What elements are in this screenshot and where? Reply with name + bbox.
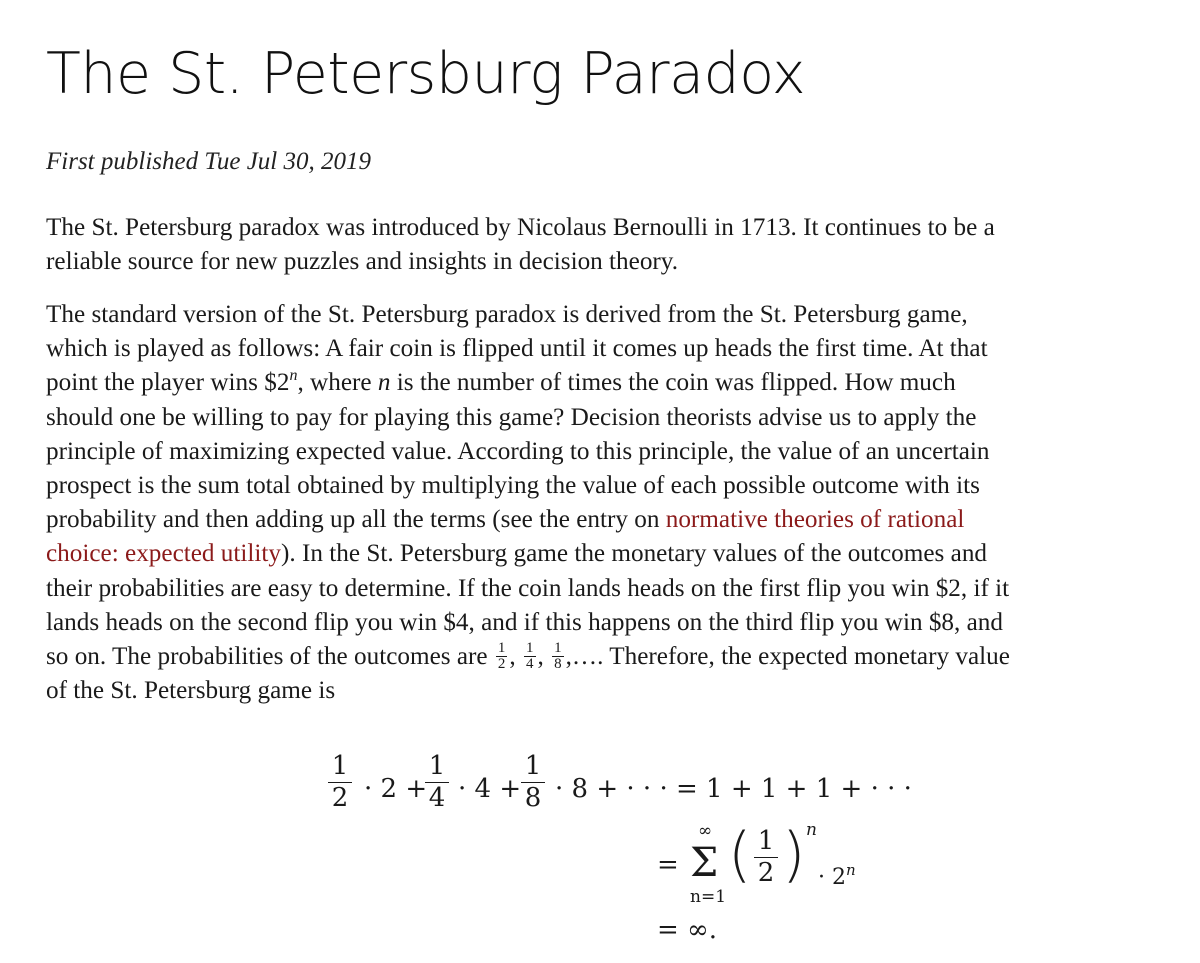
expected-utility-link-part2[interactable]: choice: expected utility: [46, 540, 281, 568]
text-line: prospect is the sum total obtained by multiplying the value of each possible outcome with its: [46, 472, 980, 500]
equation-term: · 4 +: [458, 774, 522, 804]
variable-n: n: [377, 369, 391, 397]
equation-fraction: [520, 751, 546, 814]
superscript-n: n: [289, 367, 298, 385]
text-fragment: probability and then adding up all the terms (see the entry on: [46, 506, 666, 534]
fraction-denominator: 2: [331, 783, 349, 813]
fraction-numerator: 1: [428, 751, 446, 781]
equation-term: · 2 +: [364, 774, 428, 804]
text-fragment: . Therefore, the expected monetary value: [597, 643, 1010, 671]
equation-term: · 8 + · · · = 1 + 1 + 1 + · · ·: [555, 774, 912, 804]
publication-date: First published Tue Jul 30, 2019: [46, 148, 371, 175]
fraction-numerator: 1: [497, 639, 506, 656]
fraction-numerator: 1: [757, 826, 775, 856]
fraction-numerator: 1: [526, 639, 534, 656]
text-line: [46, 503, 1151, 537]
equation-term: [818, 855, 856, 893]
text-line: reliable source for new puzzles and insights in decision theory.: [46, 248, 679, 276]
text-line: [46, 640, 1151, 674]
text-fragment: ). In the St. Petersburg game the monetary values of the outcomes and: [281, 540, 987, 568]
right-parenthesis: ): [782, 820, 806, 890]
ellipsis: ,…: [565, 643, 598, 671]
text-line: principle of maximizing expected value. According to this principle, the value of an uncertain: [46, 437, 990, 465]
equation-fraction: [327, 751, 353, 814]
times-two: · 2: [818, 865, 846, 890]
fraction-denominator: 2: [757, 858, 775, 888]
text-line: of the St. Petersburg game is: [46, 677, 336, 705]
sum-lower-limit: n=1: [690, 887, 727, 907]
fraction-denominator: 4: [526, 655, 534, 672]
fraction-numerator: 1: [524, 751, 542, 781]
text-line: The St. Petersburg paradox was introduced by Nicolaus Bernoulli in 1713. It continues to be a: [46, 214, 995, 241]
text-line: lands heads on the second flip you win $4, and if this happens on the third flip you win $8, and: [46, 608, 1003, 636]
text-line: their probabilities are easy to determine. If the coin lands heads on the first flip you win $2, if it: [46, 574, 1010, 602]
exponent-n: n: [806, 820, 817, 840]
text-fragment: so on. The probabilities of the outcomes are: [46, 643, 494, 671]
text-line: should one be willing to pay for playing this game? Decision theorists advise us to apply the: [46, 403, 977, 431]
fraction-numerator: 1: [554, 639, 562, 656]
comma: ,: [537, 643, 544, 671]
paragraph-game: [46, 298, 1151, 708]
equals-sign: =: [657, 850, 679, 880]
fraction-denominator: 8: [524, 783, 542, 813]
text-line: which is played as follows: A fair coin is flipped until it comes up heads the first time. At that: [46, 335, 988, 363]
sum-upper-limit: ∞: [698, 821, 713, 841]
text-fragment: , where: [297, 369, 378, 397]
text-fragment: is the number of times the coin was flipped. How much: [390, 369, 956, 397]
fraction-denominator: 4: [428, 783, 446, 813]
text-line: [46, 366, 1151, 400]
sigma-symbol: Σ: [690, 840, 719, 886]
superscript-n: n: [845, 861, 856, 879]
fraction-numerator: 1: [331, 751, 349, 781]
text-line: The standard version of the St. Petersburg paradox is derived from the St. Petersburg game,: [46, 301, 968, 328]
fraction-denominator: 8: [554, 655, 562, 672]
comma: ,: [509, 643, 516, 671]
paragraph-intro: [46, 211, 1151, 279]
equation-fraction: [424, 751, 450, 814]
inline-fraction: [552, 641, 564, 672]
inline-fraction: [496, 641, 508, 672]
equation-result: = ∞.: [657, 915, 717, 945]
page-title: The St. Petersburg Paradox: [46, 41, 806, 107]
equation-fraction: [753, 826, 779, 889]
fraction-denominator: 2: [497, 655, 506, 672]
left-parenthesis: (: [728, 820, 752, 890]
expected-utility-link-part1[interactable]: normative theories of rational: [665, 506, 965, 534]
inline-fraction: [524, 641, 536, 672]
text-fragment: point the player wins $2: [46, 369, 290, 397]
text-line: [46, 537, 1151, 571]
